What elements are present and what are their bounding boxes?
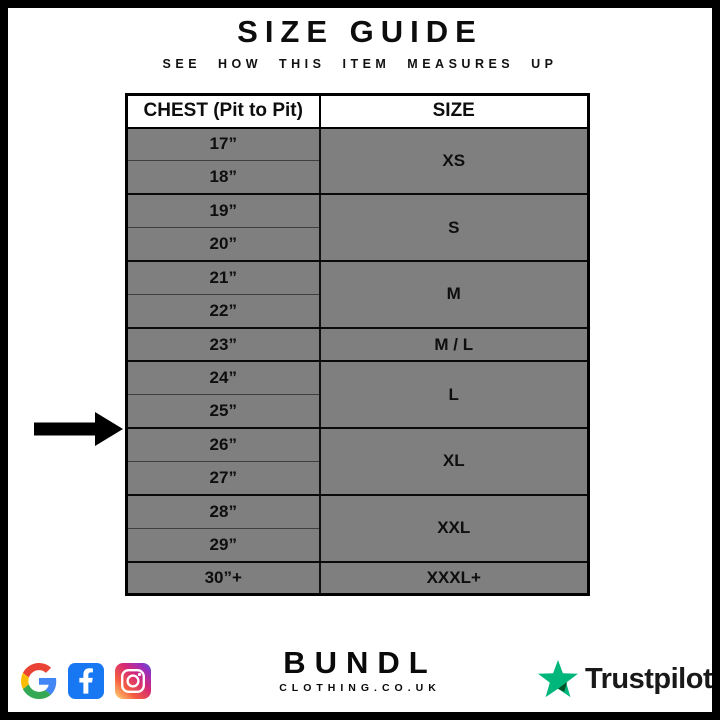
size-table — [125, 93, 590, 596]
table-row — [127, 562, 589, 595]
brand-domain: CLOTHING.CO.UK — [279, 682, 441, 694]
chest-cell: 28” — [127, 495, 320, 528]
page-subtitle: SEE HOW THIS ITEM MEASURES UP — [162, 57, 558, 71]
size-column-header: SIZE — [320, 95, 589, 128]
trustpilot-star-icon — [538, 660, 578, 698]
chest-cell: 23” — [127, 328, 320, 361]
page-title: SIZE GUIDE — [237, 14, 483, 49]
chest-cell: 22” — [127, 294, 320, 327]
table-row — [127, 261, 589, 294]
table-row — [127, 361, 589, 394]
table-row — [127, 495, 589, 528]
size-cell: S — [320, 194, 589, 261]
size-cell: XL — [320, 428, 589, 495]
size-cell: M / L — [320, 328, 589, 361]
size-cell: XXXL+ — [320, 562, 589, 595]
table-row — [127, 428, 589, 461]
size-table-body — [127, 128, 589, 595]
size-cell: XXL — [320, 495, 589, 562]
chest-cell: 20” — [127, 228, 320, 261]
chest-cell: 25” — [127, 395, 320, 428]
size-table-header-row — [127, 95, 589, 128]
table-row — [127, 194, 589, 227]
chest-cell: 27” — [127, 461, 320, 494]
chest-cell: 30”+ — [127, 562, 320, 595]
chest-cell: 26” — [127, 428, 320, 461]
trustpilot-label: Trustpilot — [585, 662, 713, 695]
chest-cell: 18” — [127, 161, 320, 194]
trustpilot-logo[interactable] — [538, 660, 712, 698]
chest-cell: 24” — [127, 361, 320, 394]
chest-cell: 19” — [127, 194, 320, 227]
chest-cell: 17” — [127, 128, 320, 161]
size-cell: XS — [320, 128, 589, 195]
chest-cell: 21” — [127, 261, 320, 294]
table-row — [127, 328, 589, 361]
chest-column-header: CHEST (Pit to Pit) — [127, 95, 320, 128]
chest-cell: 29” — [127, 528, 320, 561]
table-row — [127, 128, 589, 161]
row-indicator-arrow-icon — [34, 411, 124, 447]
size-cell: L — [320, 361, 589, 428]
size-cell: M — [320, 261, 589, 328]
brand-name: BUNDL — [283, 645, 437, 680]
